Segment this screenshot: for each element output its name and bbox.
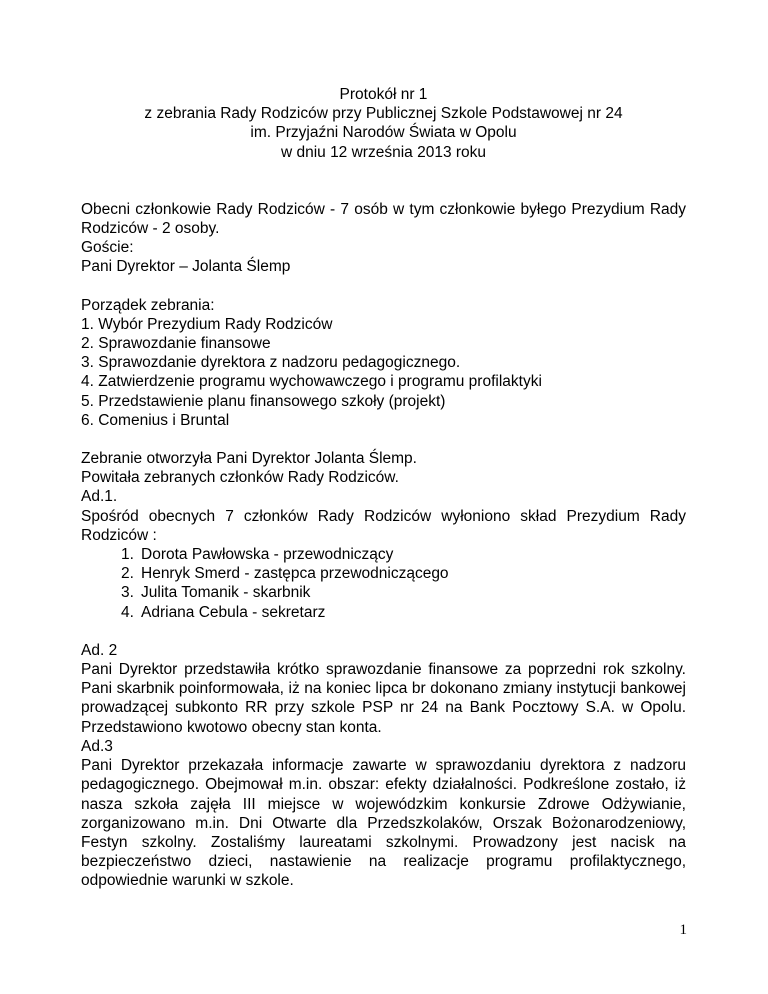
list-item <box>121 603 686 622</box>
list-item-number: 4. <box>121 603 134 621</box>
ad1-text: Spośród obecnych 7 członków Rady Rodziców wyłoniono skład Prezydium Rady Rodziców : <box>81 507 686 544</box>
spacer <box>81 430 686 449</box>
attendance-text: Obecni członkowie Rady Rodziców - 7 osób w tym członkowie byłego Prezydium Rady Rodziców - 2 osoby. <box>81 200 686 238</box>
agenda-item: 2. Sprawozdanie finansowe <box>81 335 271 353</box>
agenda-list <box>81 315 686 430</box>
list-item <box>121 583 686 602</box>
list-item-number: 2. <box>121 565 134 583</box>
opening-line-1: Zebranie otworzyła Pani Dyrektor Jolanta Ślemp. <box>81 450 417 468</box>
agenda-item: 3. Sprawozdanie dyrektora z nadzoru pedagogicznego. <box>81 354 461 372</box>
agenda-item: 6. Comenius i Bruntal <box>81 411 230 429</box>
spacer <box>81 622 686 641</box>
title-line-1: Protokół nr 1 <box>339 86 428 103</box>
opening-line-2: Powitała zebranych członków Rady Rodziców. <box>81 469 399 487</box>
agenda-item: 4. Zatwierdzenie programu wychowawczego i programu profilaktyki <box>81 373 542 391</box>
presidium-members-list <box>81 545 686 622</box>
document-body <box>81 85 686 891</box>
spacer <box>81 181 686 200</box>
ad3-heading: Ad.3 <box>81 737 113 755</box>
list-item <box>121 545 686 564</box>
list-item-number: 3. <box>121 584 134 602</box>
spacer <box>81 277 686 296</box>
title-line-2: z zebrania Rady Rodziców przy Publicznej Szkole Podstawowej nr 24 <box>144 105 623 123</box>
list-item-text: Julita Tomanik - skarbnik <box>141 584 311 602</box>
list-item-text: Adriana Cebula - sekretarz <box>141 603 326 621</box>
ad2-text: Pani Dyrektor przedstawiła krótko sprawozdanie finansowe za poprzedni rok szkolny. Pani skarbnik poinformowała, iż na koniec lipca br dokonano zmiany instytucji bankowej prowadzącej subkonto RR przy szkole PSP nr 24 na Bank Pocztowy S.A. w Opolu. Przedstawiono kwotowo obecny stan konta. <box>81 661 686 736</box>
ad3-text: Pani Dyrektor przekazała informacje zawarte w sprawozdaniu dyrektora z nadzoru pedagogicznego. Obejmował m.in. obszar: efekty działalności. Podkreślone zostało, iż nasza szkoła zajęła III miejsce w wojewódzkim konkursie Zdrowe Odżywianie, zorganizowano m.in. Dni Otwarte dla Przedszkolaków, Orszak Bożonarodzeniowy, Festyn szkolny. Zostaliśmy laureatami szkolnymi. Prowadzony jest nacisk na bezpieczeństwo dzieci, nastawienie na realizacje programu profilaktycznego, odpowiednie warunki w szkole. <box>81 757 686 890</box>
guests-label: Goście: <box>81 239 134 257</box>
list-item-number: 1. <box>121 546 134 564</box>
ad1-heading: Ad.1. <box>81 488 118 506</box>
agenda-item: 1. Wybór Prezydium Rady Rodziców <box>81 315 333 333</box>
agenda-item: 5. Przedstawienie planu finansowego szkoły (projekt) <box>81 392 446 410</box>
list-item-text: Henryk Smerd - zastępca przewodniczącego <box>141 565 449 583</box>
guest-entry: Pani Dyrektor – Jolanta Ślemp <box>81 258 291 276</box>
spacer <box>81 162 686 181</box>
list-item <box>121 564 686 583</box>
list-item-text: Dorota Pawłowska - przewodniczący <box>141 546 394 564</box>
page-number: 1 <box>679 922 687 938</box>
title-line-3: im. Przyjaźni Narodów Świata w Opolu <box>250 124 517 142</box>
title-line-4: w dniu 12 września 2013 roku <box>280 143 487 161</box>
agenda-label: Porządek zebrania: <box>81 296 215 314</box>
document-title <box>81 85 686 162</box>
ad2-heading: Ad. 2 <box>81 641 118 659</box>
